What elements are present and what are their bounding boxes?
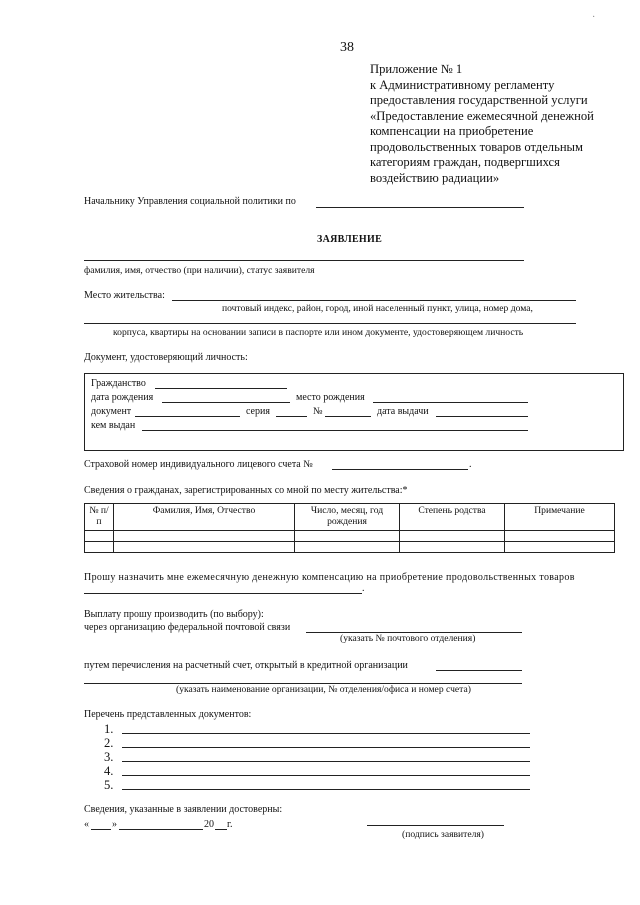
issue-date-field[interactable] [436,416,528,417]
birth-place-label: место рождения [296,392,365,403]
registered-table [84,503,615,553]
date-year-field[interactable] [215,829,227,830]
document-item-field[interactable] [122,733,530,734]
payment-bank-label: путем перечисления на расчетный счет, открытый в кредитной организации [84,660,408,671]
page-number: 38 [340,40,354,55]
appendix-line: продовольственных товаров отдельным [370,139,583,154]
column-number: № п/п [85,504,114,531]
request-end: . [362,583,365,594]
snils-label: Страховой номер индивидуального лицевого счета № [84,459,313,470]
document-item-field[interactable] [122,775,530,776]
residence-field[interactable] [172,300,576,301]
series-label: серия [246,406,270,417]
payment-post-caption: (указать № почтового отделения) [340,633,476,644]
date-day-field[interactable] [91,829,111,830]
date-month-field[interactable] [119,829,203,830]
table-header-row [85,504,615,531]
issued-by-label: кем выдан [91,420,136,431]
document-item-field[interactable] [122,789,530,790]
table-cell[interactable] [295,531,400,542]
date-year-prefix: 20 [204,819,214,830]
snils-end: . [469,459,472,470]
date-open-quote: « [84,819,89,830]
table-cell[interactable] [85,542,114,553]
table-cell[interactable] [295,542,400,553]
issued-by-field[interactable] [142,430,528,431]
residence-caption-2: корпуса, квартиры на основании записи в паспорте или ином документе, удостоверяющем личность [113,327,524,338]
birth-date-field[interactable] [162,402,290,403]
table-cell[interactable] [505,531,615,542]
table-cell[interactable] [400,542,505,553]
appendix-line: Приложение № 1 [370,62,463,76]
corner-mark: · [592,12,596,23]
document-item-number: 5. [104,778,114,792]
appendix-line: к Административному регламенту [370,77,555,92]
registered-heading: Сведения о гражданах, зарегистрированных со мной по месту жительства:* [84,485,408,496]
appendix-line: компенсации на приобретение [370,124,534,138]
appendix-line: «Предоставление ежемесячной денежной [370,108,594,123]
document-item-field[interactable] [122,761,530,762]
residence-caption-1: почтовый индекс, район, город, иной населенный пункт, улица, номер дома, [222,303,533,314]
addressee-field[interactable] [316,207,524,208]
request-field[interactable] [84,593,362,594]
table-cell[interactable] [114,531,295,542]
issue-date-label: дата выдачи [377,406,429,417]
table-cell[interactable] [400,531,505,542]
identity-heading: Документ, удостоверяющий личность: [84,352,248,363]
signature-caption: (подпись заявителя) [402,829,485,840]
column-note: Примечание [505,504,615,531]
document-item-number: 3. [104,750,114,764]
payment-heading: Выплату прошу производить (по выбору): [84,609,264,620]
residence-field-2[interactable] [84,323,576,324]
residence-label: Место жительства: [84,290,165,301]
column-name: Фамилия, Имя, Отчество [114,504,295,531]
appendix-line: категориям граждан, подвергшихся [370,155,560,169]
table-row [85,531,615,542]
addressee-label: Начальнику Управления социальной политики по [84,196,296,207]
column-relation: Степень родства [400,504,505,531]
table-row [85,542,615,553]
number-label: № [313,406,323,417]
column-birth-date: Число, месяц, год рождения [295,504,400,531]
applicant-field[interactable] [84,260,524,261]
applicant-caption: фамилия, имя, отчество (при наличии), статус заявителя [84,265,315,276]
payment-bank-caption: (указать наименование организации, № отделения/офиса и номер счета) [176,684,471,695]
documents-heading: Перечень представленных документов: [84,709,252,720]
signature-field[interactable] [367,825,504,826]
number-field[interactable] [325,416,371,417]
appendix-line: предоставления государственной услуги [370,93,588,107]
birth-date-label: дата рождения [91,392,154,403]
series-field[interactable] [276,416,307,417]
document-item-field[interactable] [122,747,530,748]
table-cell[interactable] [114,542,295,553]
citizenship-field[interactable] [155,388,287,389]
document-item-number: 2. [104,736,114,750]
payment-bank-field[interactable] [436,670,522,671]
document-field[interactable] [135,416,240,417]
snils-field[interactable] [332,469,468,470]
date-close-quote: » [112,819,117,830]
request-text: Прошу назначить мне ежемесячную денежную компенсацию на приобретение продовольственных товаров [84,572,575,583]
date-year-suffix: г. [227,819,233,830]
table-cell[interactable] [85,531,114,542]
citizenship-label: Гражданство [91,378,146,389]
document-label: документ [91,406,132,417]
birth-place-field[interactable] [373,402,528,403]
document-item-number: 1. [104,722,114,736]
identity-box [84,373,624,451]
document-item-number: 4. [104,764,114,778]
appendix-line: воздействию радиации» [370,170,500,185]
payment-post-label: через организацию федеральной почтовой связи [84,622,291,633]
table-cell[interactable] [505,542,615,553]
page-title: ЗАЯВЛЕНИЕ [317,234,383,245]
confirmation-text: Сведения, указанные в заявлении достоверны: [84,804,283,815]
